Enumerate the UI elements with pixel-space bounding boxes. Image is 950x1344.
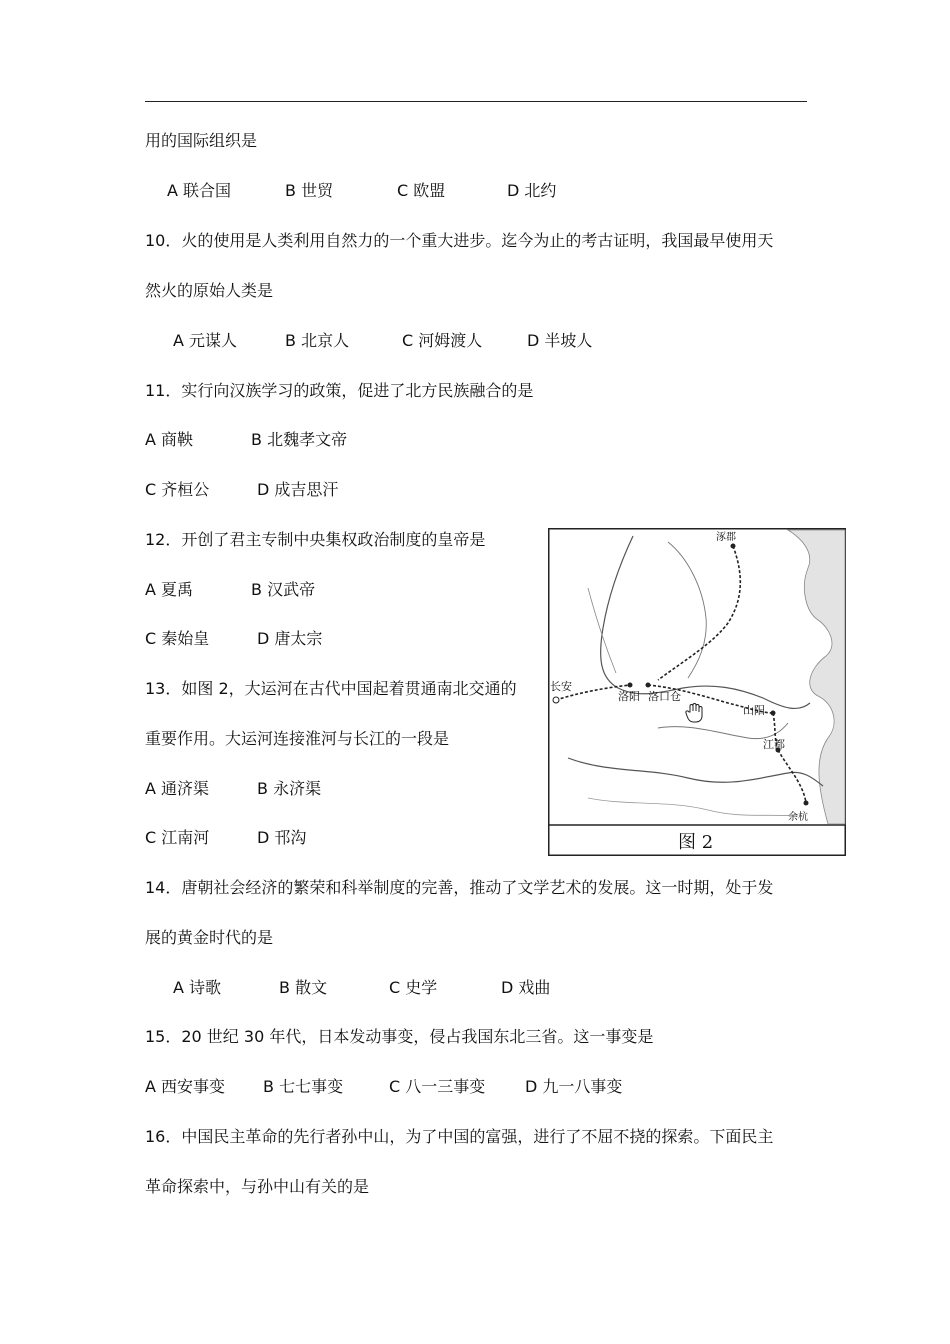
q14-option-b[interactable]: B 散文 [279, 978, 328, 997]
header-rule [145, 101, 807, 102]
q11-option-a[interactable]: A 商鞅 [145, 430, 194, 449]
q15-option-c[interactable]: C 八一三事变 [389, 1077, 486, 1096]
q13-option-a[interactable]: A 通济渠 [145, 779, 210, 798]
luoyang-dot [628, 683, 633, 688]
q15-option-a[interactable]: A 西安事变 [145, 1077, 226, 1096]
q16-text-line2: 革命探索中，与孙中山有关的是 [145, 1177, 370, 1196]
q9-text-tail: 用的国际组织是 [145, 131, 258, 150]
zhuojun-dot [731, 544, 736, 549]
q11-option-d[interactable]: D 成吉思汗 [257, 480, 339, 499]
label-luoyang: 洛阳 [618, 690, 640, 703]
map-frame [549, 529, 846, 856]
grand-canal-map [548, 528, 846, 856]
q14-option-c[interactable]: C 史学 [389, 978, 438, 997]
label-jiangdu: 江都 [763, 738, 785, 751]
q12-option-a[interactable]: A 夏禹 [145, 580, 194, 599]
shanyang-dot [771, 711, 776, 716]
q10-option-a[interactable]: A 元谋人 [173, 331, 238, 350]
q10-text-line1: 10．火的使用是人类利用自然力的一个重大进步。迄今为止的考古证明，我国最早使用天 [145, 231, 774, 250]
q10-option-c[interactable]: C 河姆渡人 [402, 331, 483, 350]
q11-option-b[interactable]: B 北魏孝文帝 [251, 430, 348, 449]
label-zhuojun: 涿郡 [716, 532, 736, 543]
q11-option-c[interactable]: C 齐桓公 [145, 480, 210, 499]
q12-option-d[interactable]: D 唐太宗 [257, 629, 323, 648]
map-caption: 图 2 [678, 832, 714, 853]
q10-option-b[interactable]: B 北京人 [285, 331, 350, 350]
q9-option-d[interactable]: D 北约 [507, 181, 557, 200]
changan-dot [553, 697, 559, 703]
q13-option-d[interactable]: D 邗沟 [257, 828, 307, 847]
q10-text-line2: 然火的原始人类是 [145, 281, 274, 300]
q13-text-line2: 重要作用。大运河连接淮河与长江的一段是 [145, 729, 450, 748]
q15-text: 15．20 世纪 30 年代，日本发动事变，侵占我国东北三省。这一事变是 [145, 1027, 654, 1046]
label-luokoucang: 洛口仓 [648, 690, 681, 703]
q9-option-a[interactable]: A 联合国 [167, 181, 232, 200]
luokoucang-dot [646, 683, 651, 688]
label-changan: 长安 [550, 680, 572, 693]
q9-option-b[interactable]: B 世贸 [285, 181, 334, 200]
q13-option-b[interactable]: B 永济渠 [257, 779, 322, 798]
q14-option-a[interactable]: A 诗歌 [173, 978, 222, 997]
yuhang-dot [804, 801, 809, 806]
q12-option-b[interactable]: B 汉武帝 [251, 580, 316, 599]
q16-text-line1: 16．中国民主革命的先行者孙中山，为了中国的富强，进行了不屈不挠的探索。下面民主 [145, 1127, 774, 1146]
q10-option-d[interactable]: D 半坡人 [527, 331, 593, 350]
q15-option-b[interactable]: B 七七事变 [263, 1077, 344, 1096]
q15-option-d[interactable]: D 九一八事变 [525, 1077, 623, 1096]
label-yuhang: 余杭 [788, 812, 808, 823]
q14-option-d[interactable]: D 戏曲 [501, 978, 551, 997]
q9-option-c[interactable]: C 欧盟 [397, 181, 446, 200]
q11-text: 11．实行向汉族学习的政策，促进了北方民族融合的是 [145, 381, 534, 400]
label-shanyang: 山阳 [743, 704, 765, 717]
q12-text: 12．开创了君主专制中央集权政治制度的皇帝是 [145, 530, 486, 549]
q13-option-c[interactable]: C 江南河 [145, 828, 210, 847]
q14-text-line1: 14．唐朝社会经济的繁荣和科举制度的完善，推动了文学艺术的发展。这一时期，处于发 [145, 878, 774, 897]
q14-text-line2: 展的黄金时代的是 [145, 928, 274, 947]
q13-text-line1: 13．如图 2，大运河在古代中国起着贯通南北交通的 [145, 679, 517, 698]
q12-option-c[interactable]: C 秦始皇 [145, 629, 210, 648]
